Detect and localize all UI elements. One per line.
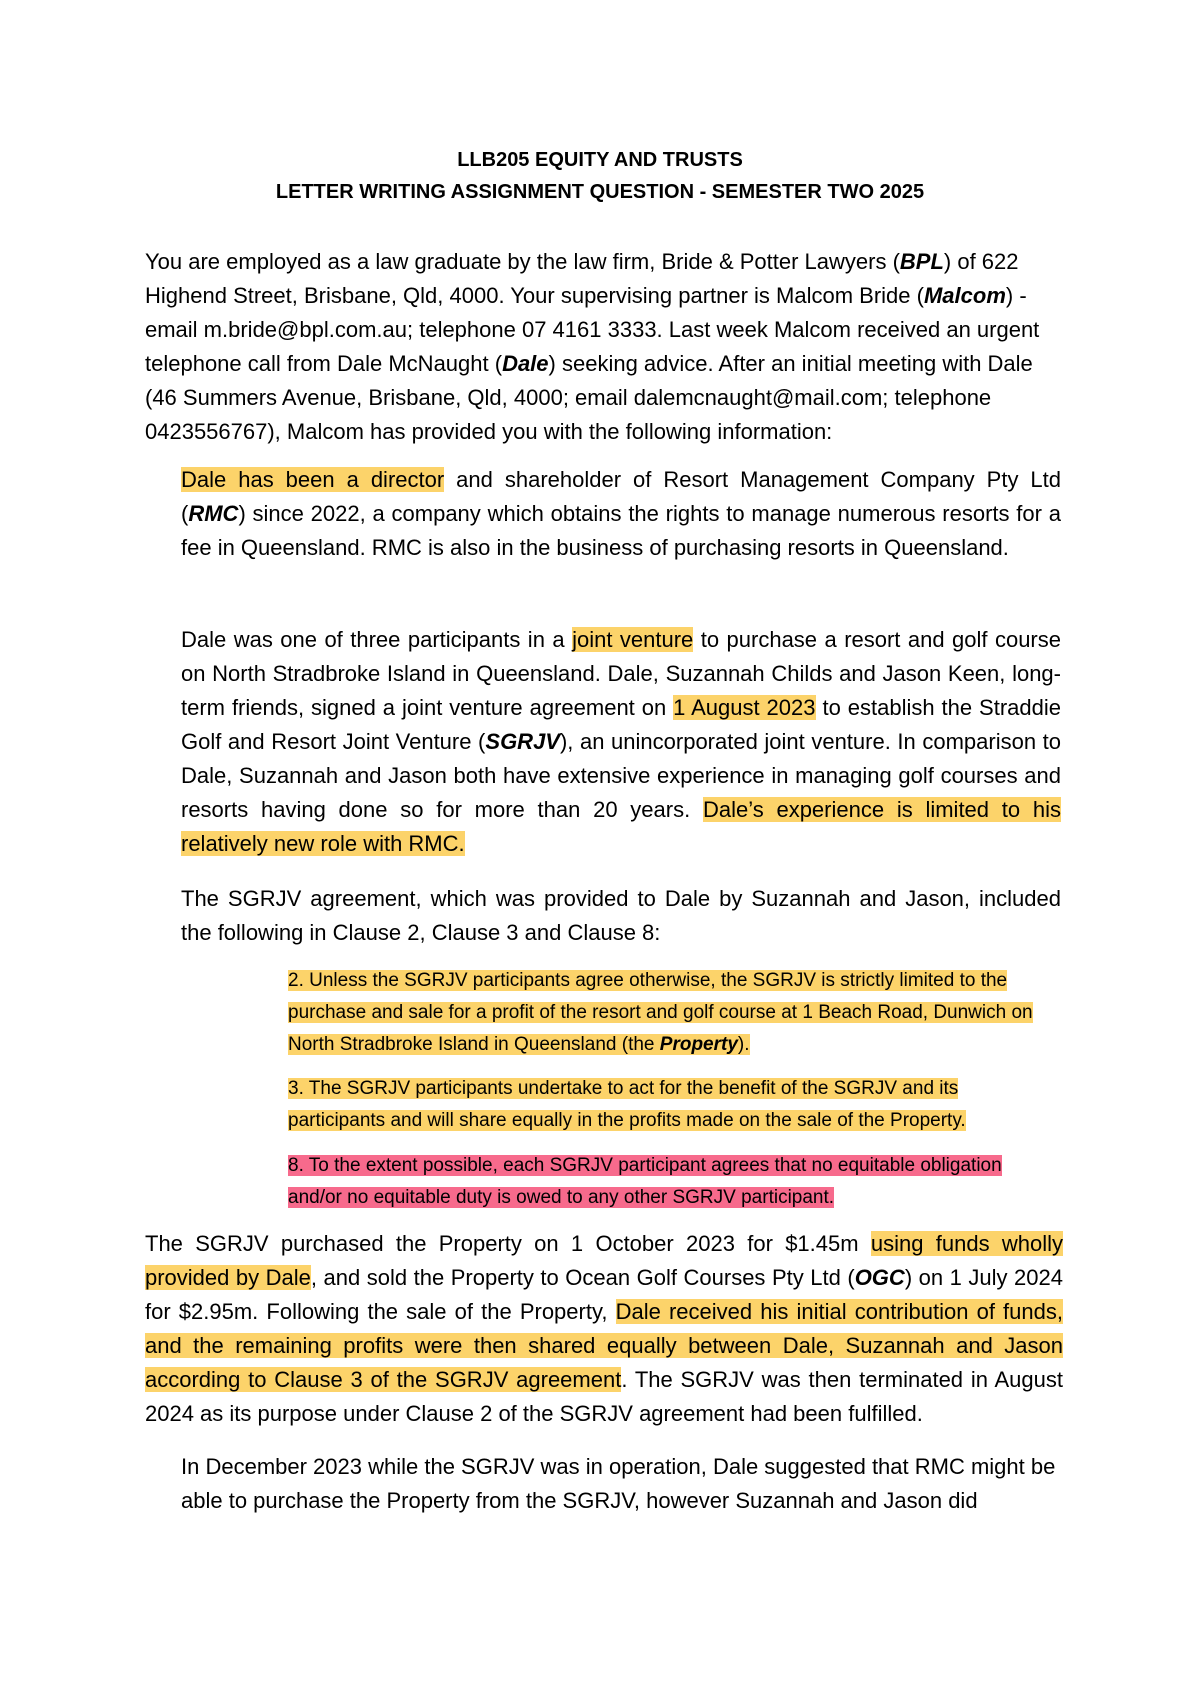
para2-text-2: to purchase a resort and golf course on North Stradbroke Island in Queensland. Dale, Suzannah Childs and Jason Keen, long-term friends, signed a joint venture agreement on — [181, 627, 1061, 720]
para2-text-4: ), an unincorporated joint venture. In comparison to Dale, Suzannah and Jason both have extensive experience in managing golf courses and resorts having done so for more than 20 years. — [181, 729, 1061, 822]
highlight-profits: Dale received his initial contribution of funds, and the remaining profits were then shared equally between Dale, Suzannah and Jason according to Clause 3 of the SGRJV agreement — [145, 1299, 1063, 1392]
para4-text-3: ) on 1 July 2024 for $2.95m. Following the sale of the Property, — [145, 1265, 1063, 1324]
clause-2 — [288, 965, 1058, 1061]
paragraph-agreement: The SGRJV agreement, which was provided to Dale by Suzannah and Jason, included the following in Clause 2, Clause 3 and Clause 8: — [181, 886, 1061, 945]
clause-3-highlight: 3. The SGRJV participants undertake to act for the benefit of the SGRJV and its participants and will share equally in the profits made on the sale of the Property. — [288, 1078, 966, 1131]
assignment-title: LETTER WRITING ASSIGNMENT QUESTION - SEMESTER TWO 2025 — [275, 181, 925, 203]
clause2-text-1: 2. Unless the SGRJV participants agree otherwise, the SGRJV is strictly limited to the purchase and sale for a profit of the resort and golf course at 1 Beach Road, Dunwich on North Stradbroke Island in Queensland (the — [288, 970, 1033, 1055]
highlight-date: 1 August 2023 — [673, 695, 816, 720]
clause2-text-2: ). — [737, 1034, 750, 1055]
para1-text-1: and shareholder of Resort Management Company Pty Ltd ( — [181, 467, 1062, 526]
defined-term-sgrjv: SGRJV — [485, 729, 560, 754]
defined-term-ogc: OGC — [854, 1265, 905, 1290]
clause-2-highlight — [288, 970, 1033, 1055]
intro-text-3: ) - email m.bride@bpl.com.au; telephone 07 4161 3333. Last week Malcom received an urgent telephone call from Dale McNaught ( — [145, 283, 1040, 376]
highlight-joint-venture: joint venture — [572, 627, 694, 652]
highlight-director: Dale has been a director — [181, 467, 445, 492]
highlight-funds: using funds wholly provided by Dale — [145, 1231, 1063, 1290]
defined-term-malcom: Malcom — [923, 283, 1006, 308]
clause-8-highlight: 8. To the extent possible, each SGRJV participant agrees that no equitable obligation and/or no equitable duty is owed to any other SGRJV participant. — [288, 1155, 1002, 1208]
document-header — [0, 144, 1200, 208]
intro-text-1: You are employed as a law graduate by the law firm, Bride & Potter Lawyers ( — [145, 249, 900, 274]
intro-text-2: ) of 622 Highend Street, Brisbane, Qld, 4000. Your supervising partner is Malcom Bride ( — [145, 249, 1019, 308]
paragraph-purchase-sale — [145, 1227, 1063, 1431]
highlight-experience: Dale’s experience is limited to his relatively new role with RMC. — [181, 797, 1061, 856]
paragraph-director — [181, 463, 1061, 565]
para4-text-4: . The SGRJV was then terminated in August 2024 as its purpose under Clause 2 of the SGRJV agreement had been fulfilled. — [145, 1367, 1063, 1426]
intro-paragraph — [145, 245, 1063, 449]
para1-text-2: ) since 2022, a company which obtains the rights to manage numerous resorts for a fee in Queensland. RMC is also in the business of purchasing resorts in Queensland. — [181, 501, 1061, 560]
course-title: LLB205 EQUITY AND TRUSTS — [457, 149, 743, 171]
paragraph-joint-venture — [181, 623, 1061, 861]
defined-term-property: Property — [659, 1034, 738, 1055]
defined-term-dale: Dale — [502, 351, 549, 376]
clause-8 — [288, 1150, 1058, 1214]
clause-3 — [288, 1073, 1058, 1137]
para4-text-2: , and sold the Property to Ocean Golf Courses Pty Ltd ( — [310, 1265, 855, 1290]
intro-text-4: ) seeking advice. After an initial meeting with Dale (46 Summers Avenue, Brisbane, Qld, 4000; email dalemcnaught@mail.com; telephone 0423556767), Malcom has provided you with the following information: — [145, 351, 1033, 444]
para2-text-3: to establish the Straddie Golf and Resort Joint Venture ( — [181, 695, 1061, 754]
para2-text-1: Dale was one of three participants in a — [181, 627, 573, 652]
defined-term-rmc: RMC — [188, 501, 239, 526]
defined-term-bpl: BPL — [899, 249, 944, 274]
para4-text-1: The SGRJV purchased the Property on 1 October 2023 for $1.45m — [145, 1231, 871, 1256]
paragraph-december: In December 2023 while the SGRJV was in operation, Dale suggested that RMC might be able to purchase the Property from the SGRJV, however Suzannah and Jason did — [181, 1454, 1056, 1513]
